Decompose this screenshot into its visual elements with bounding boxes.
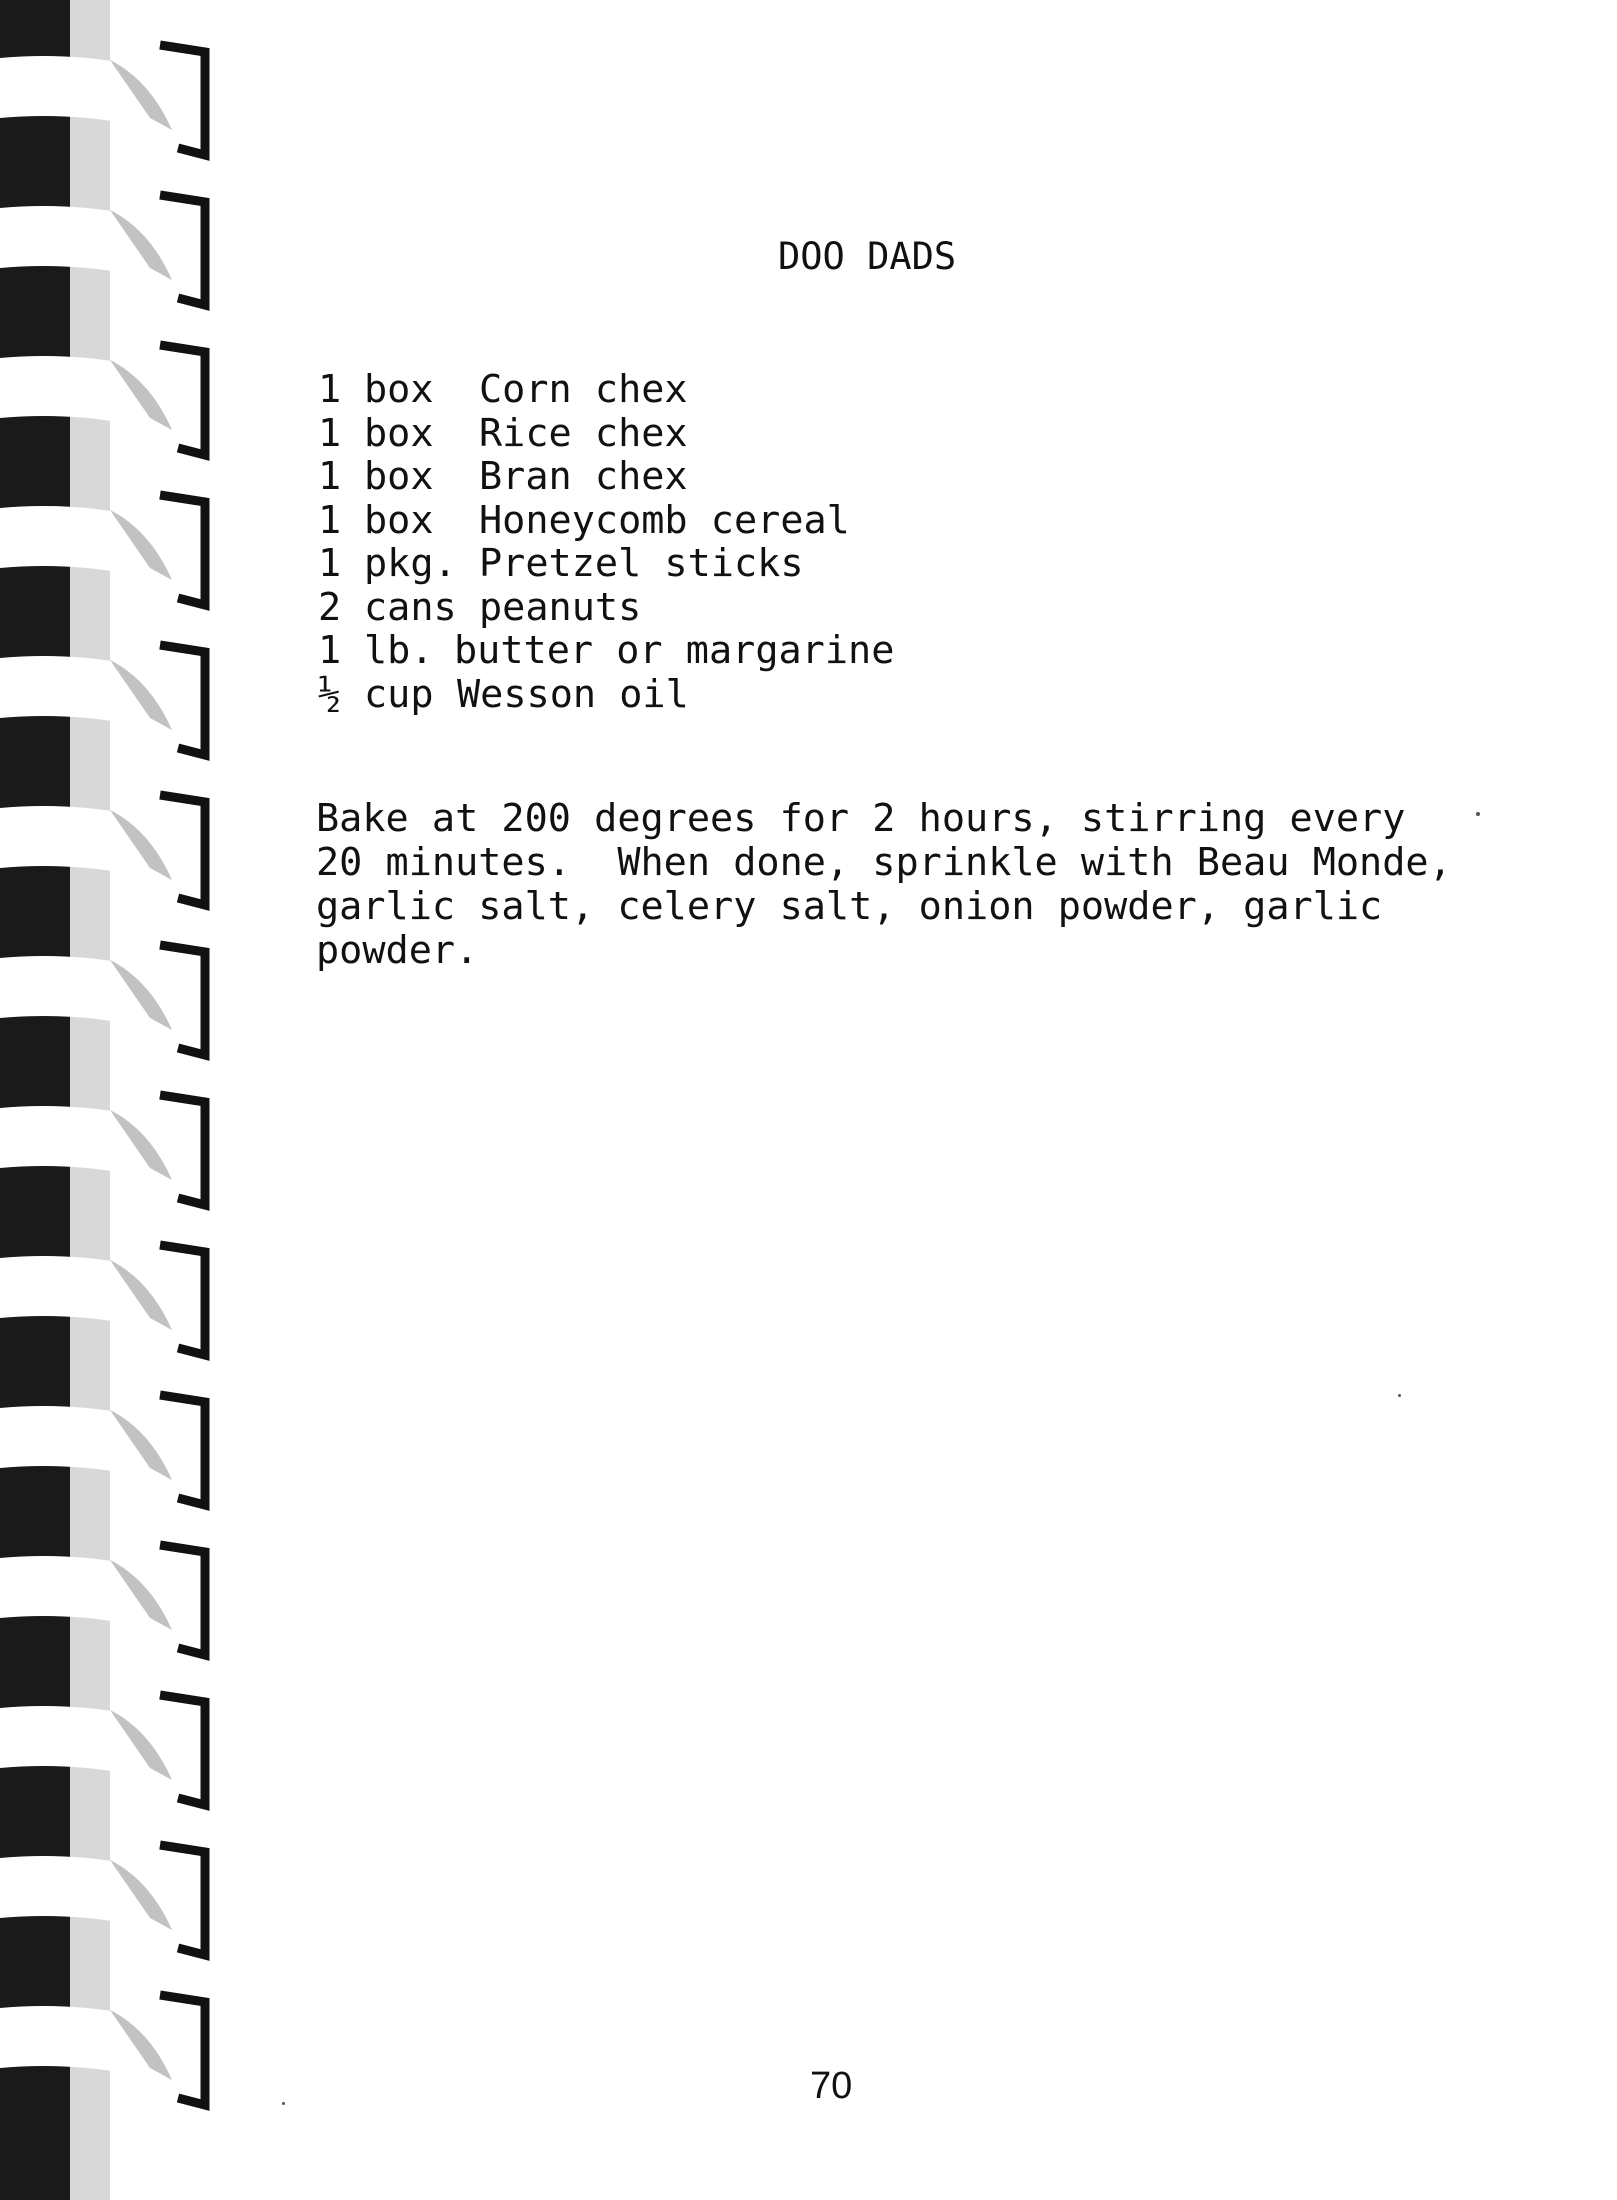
ingredient-unit: lb. [364,628,434,673]
ingredient-name: butter or margarine [454,628,895,673]
ingredient-unit: box [364,497,434,543]
ingredient-name: Pretzel sticks [479,541,804,586]
ingredient-item [318,629,894,673]
page-number: 70 [810,2065,853,2107]
ingredient-qty: 1 [318,454,342,499]
ingredient-unit: cup [364,671,434,717]
ingredient-name: Wesson oil [457,671,689,717]
spiral-binding [0,0,215,2200]
instruction-line: garlic salt, celery salt, onion powder, garlic [316,884,1383,929]
ingredient-qty: 1 [318,541,342,586]
instruction-line: Bake at 200 degrees for 2 hours, stirring every [316,796,1406,841]
ingredient-item [318,673,894,717]
ingredient-qty: ½ [318,671,342,717]
ingredient-item [318,542,894,586]
instruction-line: 20 minutes. When done, sprinkle with Beau Monde, [316,840,1452,885]
ingredient-item [318,455,894,499]
ingredient-name: Corn chex [479,367,688,412]
ingredient-unit: box [364,410,434,456]
ingredient-unit: box [364,454,434,499]
recipe-instructions [316,797,1466,973]
ingredient-name: Bran chex [479,454,688,499]
ingredient-unit: box [364,367,434,412]
paper-speck [282,2102,285,2105]
ingredient-qty: 1 [318,367,342,412]
ingredient-qty: 1 [318,410,342,456]
ingredient-item [318,499,894,543]
ingredient-item [318,412,894,456]
ingredient-qty: 2 [318,584,342,630]
ingredient-name: peanuts [479,584,642,630]
spiral-binding-coils [0,0,215,2200]
paper-speck [1398,1394,1401,1397]
ingredient-unit: cans [364,584,457,630]
ingredient-name: Honeycomb cereal [479,497,850,543]
paper-speck [1476,812,1480,816]
instruction-line: powder. [316,928,479,973]
ingredient-name: Rice chex [479,410,688,456]
ingredient-qty: 1 [318,497,342,543]
ingredient-item [318,368,894,412]
ingredient-list [318,368,894,716]
recipe-title: DOO DADS [778,235,957,278]
ingredient-qty: 1 [318,628,342,673]
ingredient-item [318,586,894,630]
ingredient-unit: pkg. [364,541,457,586]
